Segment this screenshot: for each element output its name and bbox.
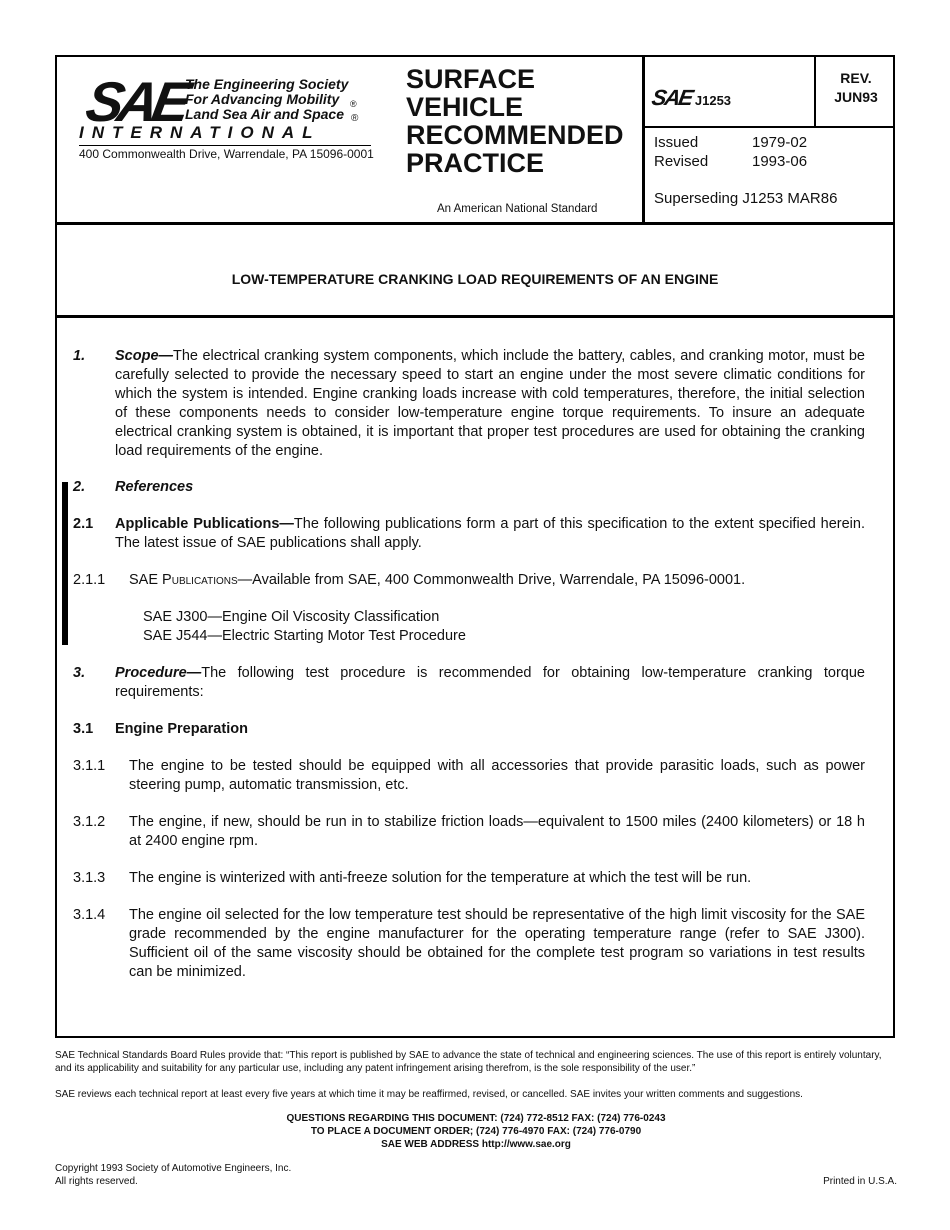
footer-review: SAE reviews each technical report at least every five years at which time it may be reaffirmed, revised, or cancelled. SAE invites your written comments and suggestions.: [55, 1089, 803, 1100]
issued-date: 1979-02: [752, 134, 808, 151]
sae-logo: SAE: [81, 70, 190, 133]
section-heading: Applicable Publications—: [115, 516, 294, 532]
international-wordmark: INTERNATIONAL: [79, 123, 321, 142]
registered-mark: ®: [350, 99, 357, 109]
document-type-line: VEHICLE: [406, 92, 524, 122]
docnum-bottom-rule: [642, 126, 893, 128]
rev-label: REV.: [840, 70, 872, 86]
section-text: The following publications form a part of this specification to the extent specified herein. The latest issue of SAE publications shall apply.: [115, 516, 866, 551]
section-number: 3.1.1: [73, 758, 106, 774]
ansi-note: An American National Standard: [437, 203, 598, 215]
revised-date: 1993-06: [752, 153, 808, 170]
section-number: 3.1.2: [73, 814, 106, 830]
section-text: The electrical cranking system components, which include the battery, cables, and cranking motor, must be carefully selected to provide the necessary speed to start an engine under the most severe climatic conditions for which the system is intended. Engine cranking loads increase with cold temperatures, therefore, the initial selection of these components needs to consider low-temperature engine torque requirements. To insure an adequate electrical cranking system is obtained, it is important that proper test procedures are used for obtaining the cranking load requirements of the engine.: [115, 348, 865, 459]
address-rule: [79, 145, 371, 146]
footer-rules: SAE Technical Standards Board Rules provide that: “This report is published by SAE to advance the state of technical and engineering sciences. The use of this report is entirely voluntary, and its applicability and suitability for any particular use, including any patent infringement arising therefrom, is the sole responsibility of the user.”: [55, 1050, 882, 1074]
section-heading-smallcaps: ublications: [171, 572, 238, 588]
section-text: The engine oil selected for the low temperature test should be representative of the high limit viscosity for the SAE grade recommended by the engine manufacturer for the operating temperature range (refer to SAE J300). Sufficient oil of the same viscosity should be obtained for the complete test program so variations in test results can be minimized.: [129, 907, 865, 980]
section-number: 2.: [73, 479, 86, 495]
tagline-line: Land Sea Air and Space: [185, 106, 344, 122]
document-type-line: PRACTICE: [406, 148, 545, 178]
section-text: The engine to be tested should be equipped with all accessories that provide parasitic loads, such as power steering pump, automatic transmission, etc.: [129, 758, 865, 793]
section-number: 1.: [73, 348, 86, 364]
revised-label: Revised: [654, 153, 709, 170]
section-heading: Scope—: [115, 348, 174, 364]
section-text: The engine, if new, should be run in to stabilize friction loads—equivalent to 1500 miles (2400 kilometers) or 18 h at 2400 engine rpm.: [129, 814, 865, 849]
tagline-line: The Engineering Society: [185, 76, 349, 92]
printed-in: Printed in U.S.A.: [823, 1176, 897, 1187]
title-bottom-rule: [57, 315, 893, 318]
section-text: The following test procedure is recommended for obtaining low-temperature cranking torque requirements:: [115, 665, 865, 700]
section-number: 3.1: [73, 721, 94, 737]
section-number: 3.: [73, 665, 86, 681]
section-number: 2.1.1: [73, 572, 106, 588]
section-text: —Available from SAE, 400 Commonwealth Drive, Warrendale, PA 15096-0001.: [237, 572, 746, 588]
revision-box: [815, 69, 897, 107]
document-number: [649, 85, 732, 111]
sae-logo-block: [57, 57, 402, 222]
document-type-line: SURFACE: [406, 64, 536, 94]
issued-label: Issued: [654, 134, 699, 151]
tagline-line: For Advancing Mobility: [185, 91, 340, 107]
superseding-note: Superseding J1253 MAR86: [654, 190, 838, 207]
header-divider-vertical: [642, 57, 645, 222]
section-heading: References: [115, 479, 194, 495]
footer-questions: QUESTIONS REGARDING THIS DOCUMENT: (724) 772-8512 FAX: (724) 776-0243: [286, 1113, 666, 1124]
sae-mini-logo: SAE: [649, 85, 694, 110]
footer-web: SAE WEB ADDRESS http://www.sae.org: [381, 1139, 571, 1150]
section-text: The engine is winterized with anti-freeze solution for the temperature at which the test will be run.: [129, 870, 752, 886]
footer-order: TO PLACE A DOCUMENT ORDER; (724) 776-4970 FAX: (724) 776-0790: [310, 1126, 642, 1137]
section-heading: SAE P: [129, 572, 172, 588]
reference-item: SAE J300—Engine Oil Viscosity Classification: [143, 609, 440, 625]
registered-mark: ®: [351, 113, 359, 124]
section-heading: Engine Preparation: [115, 721, 248, 737]
document-number-text: J1253: [694, 93, 732, 108]
document-type-line: RECOMMENDED: [406, 120, 624, 150]
rights-line: All rights reserved.: [55, 1176, 138, 1187]
footer-contact: [55, 1112, 897, 1151]
header-bottom-rule: [57, 222, 893, 225]
document-title: LOW-TEMPERATURE CRANKING LOAD REQUIREMENTS OF AN ENGINE: [231, 271, 719, 287]
section-number: 2.1: [73, 516, 94, 532]
document-type: [406, 65, 624, 177]
issue-dates: [654, 133, 807, 171]
document-frame: [55, 55, 895, 1038]
section-heading: Procedure—: [115, 665, 202, 681]
sae-address: 400 Commonwealth Drive, Warrendale, PA 15096-0001: [79, 147, 374, 161]
copyright-line: Copyright 1993 Society of Automotive Engineers, Inc.: [55, 1163, 292, 1174]
section-number: 3.1.3: [73, 870, 106, 886]
sae-tagline: [185, 77, 348, 122]
reference-item: SAE J544—Electric Starting Motor Test Procedure: [143, 628, 466, 644]
revision-change-bar: [62, 482, 68, 645]
section-number: 3.1.4: [73, 907, 106, 923]
rev-date: JUN93: [834, 89, 878, 105]
